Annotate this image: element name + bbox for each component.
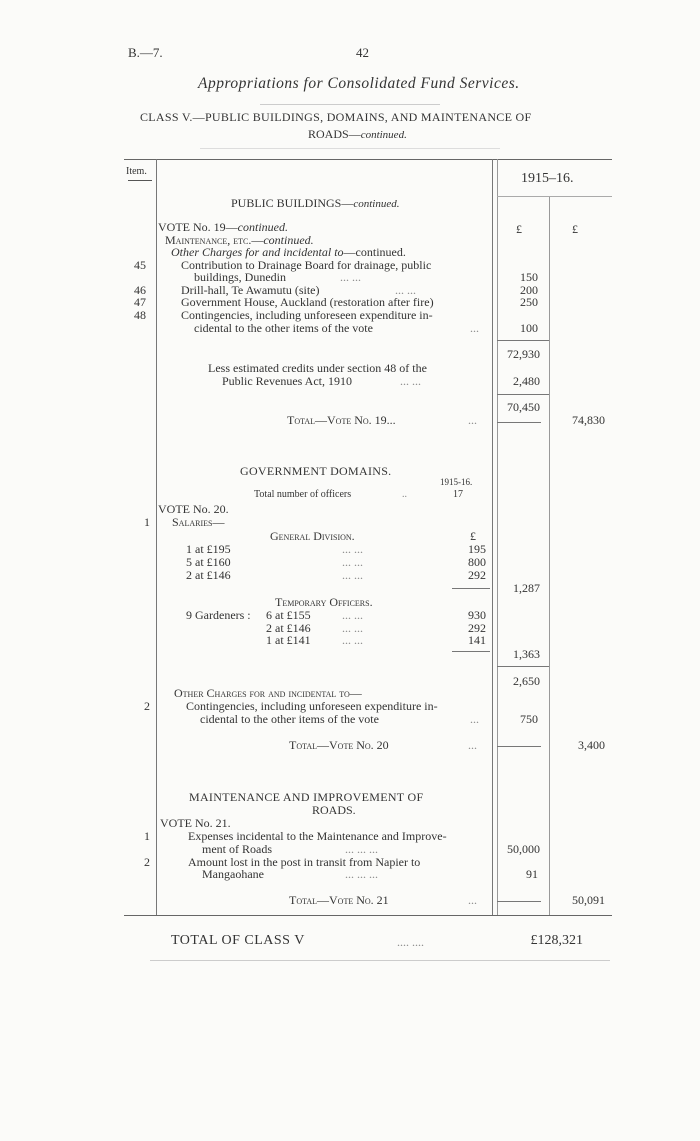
item-number: 45 [134, 258, 146, 272]
temporary-officers-label: Temporary Officers. [275, 595, 373, 609]
leader-dots: ... ... [342, 542, 363, 556]
salary-row-amount: 800 [468, 555, 486, 569]
gardeners-label: 9 Gardeners : [186, 608, 251, 622]
other-charges-label: Other Charges for and incidental to— [174, 686, 362, 700]
item-description-cont: Mangaohane [202, 867, 264, 881]
subtotal-amount: 72,930 [507, 347, 540, 361]
vote-21-total-label: Total—Vote No. 21 [289, 893, 389, 907]
salary-row-label: 1 at £195 [186, 542, 231, 556]
leader-dots: ... ... ... [345, 842, 378, 856]
class-total-label: TOTAL OF CLASS V [171, 933, 305, 948]
leader-dots: ... ... [342, 608, 363, 622]
vote-21-label: VOTE No. 21. [160, 816, 231, 830]
item-number: 46 [134, 283, 146, 297]
salary-row-amount: 141 [468, 633, 486, 647]
pound-symbol: £ [470, 529, 476, 543]
leader-dots: ... [468, 893, 477, 907]
item-column-header: Item. [126, 166, 147, 177]
item-amount: 100 [520, 321, 538, 335]
salary-row-label: 1 at £141 [266, 633, 311, 647]
leader-dots: .... .... [397, 935, 424, 949]
item-number: 1 [144, 829, 150, 843]
vote-20-total-amount: 3,400 [578, 738, 605, 752]
leader-dots: ... [468, 738, 477, 752]
class-total-amount: £128,321 [530, 933, 583, 948]
salary-row-amount: 292 [468, 621, 486, 635]
leader-dots: ... ... ... [345, 867, 378, 881]
item-amount: 50,000 [507, 842, 540, 856]
leader-dots: ... ... [340, 270, 361, 284]
item-description: Drill-hall, Te Awamutu (site) [181, 283, 320, 297]
officers-count: 17 [453, 489, 463, 500]
vote-19-total-amount: 74,830 [572, 413, 605, 427]
item-description: Contingencies, including unforeseen expenditure in- [186, 699, 438, 713]
vote-19-label: VOTE No. 19—continued. [158, 220, 288, 234]
section-heading-public-buildings: PUBLIC BUILDINGS—continued. [231, 196, 400, 210]
general-division-total: 1,287 [513, 581, 540, 595]
vote-21-total-amount: 50,091 [572, 893, 605, 907]
leader-dots: ... ... [342, 621, 363, 635]
item-number: 47 [134, 295, 146, 309]
less-credits-line1: Less estimated credits under section 48 of the [208, 361, 427, 375]
salary-row-amount: 195 [468, 542, 486, 556]
leader-dots: ... ... [400, 374, 421, 388]
leader-dots: .. [402, 489, 407, 500]
item-amount: 91 [526, 867, 538, 881]
salary-row-amount: 292 [468, 568, 486, 582]
item-amount: 750 [520, 712, 538, 726]
page-number: 42 [356, 45, 369, 60]
page-reference: B.—7. [128, 45, 163, 60]
item-description: Amount lost in the post in transit from Napier to [188, 855, 421, 869]
item-number: 2 [144, 855, 150, 869]
leader-dots: ... ... [395, 283, 416, 297]
credits-amount: 2,480 [513, 374, 540, 388]
item-number: 2 [144, 699, 150, 713]
year-column-header: 1915–16. [521, 171, 574, 186]
currency-symbol-1: £ [516, 222, 522, 236]
leader-dots: ... ... [342, 568, 363, 582]
item-description-cont: cidental to the other items of the vote [200, 712, 379, 726]
salary-row-label: 2 at £146 [186, 568, 231, 582]
item-description-cont: ment of Roads [202, 842, 272, 856]
vote-20-label: VOTE No. 20. [158, 502, 229, 516]
table-top-rule [124, 159, 612, 160]
currency-symbol-2: £ [572, 222, 578, 236]
salary-row-label: 6 at £155 [266, 608, 311, 622]
item-amount: 150 [520, 270, 538, 284]
salaries-label: Salaries— [172, 515, 225, 529]
leader-dots: ... ... [342, 555, 363, 569]
item-description: Contingencies, including unforeseen expenditure in- [181, 308, 433, 322]
section-heading-roads-line2: ROADS. [312, 803, 356, 817]
other-charges-label: Other Charges for and incidental to—continued. [171, 245, 406, 259]
class-title-line2: ROADS—continued. [308, 127, 407, 141]
item-description: Government House, Auckland (restoration after fire) [181, 295, 434, 309]
leader-dots: ... [468, 413, 477, 427]
item-description-cont: buildings, Dunedin [194, 270, 286, 284]
section-heading-government-domains: GOVERNMENT DOMAINS. [240, 464, 392, 478]
class-title-line1: CLASS V.—PUBLIC BUILDINGS, DOMAINS, AND MAINTENANCE OF [140, 110, 532, 124]
column-rule-left [492, 159, 493, 915]
document-title: Appropriations for Consolidated Fund Services. [198, 75, 520, 92]
maintenance-label: Maintenance, etc.—continued. [165, 233, 314, 247]
salaries-total: 2,650 [513, 674, 540, 688]
vote-20-total-label: Total—Vote No. 20 [289, 738, 389, 752]
section-heading-roads-line1: MAINTENANCE AND IMPROVEMENT OF [189, 790, 424, 804]
less-credits-line2: Public Revenues Act, 1910 [222, 374, 352, 388]
item-number: 1 [144, 515, 150, 529]
leader-dots: ... ... [342, 633, 363, 647]
officers-label: Total number of officers [254, 489, 352, 500]
item-description-cont: cidental to the other items of the vote [194, 321, 373, 335]
salary-row-amount: 930 [468, 608, 486, 622]
item-amount: 200 [520, 283, 538, 297]
item-description: Contribution to Drainage Board for drainage, public [181, 258, 432, 272]
temporary-officers-total: 1,363 [513, 647, 540, 661]
vote-19-total-label: Total—Vote No. 19... [287, 413, 396, 427]
officers-year: 1915-16. [440, 477, 473, 487]
column-rule-mid [549, 196, 550, 915]
leader-dots: ... [470, 712, 479, 726]
item-description: Expenses incidental to the Maintenance and Improve- [188, 829, 447, 843]
salary-row-label: 5 at £160 [186, 555, 231, 569]
leader-dots: ... [470, 321, 479, 335]
item-number: 48 [134, 308, 146, 322]
general-division-label: General Division. [270, 529, 355, 543]
subtotal-rule [497, 340, 549, 341]
item-amount: 250 [520, 295, 538, 309]
table-bottom-rule [124, 915, 612, 916]
salary-row-label: 2 at £146 [266, 621, 311, 635]
net-amount: 70,450 [507, 400, 540, 414]
column-rule-item [156, 159, 157, 915]
